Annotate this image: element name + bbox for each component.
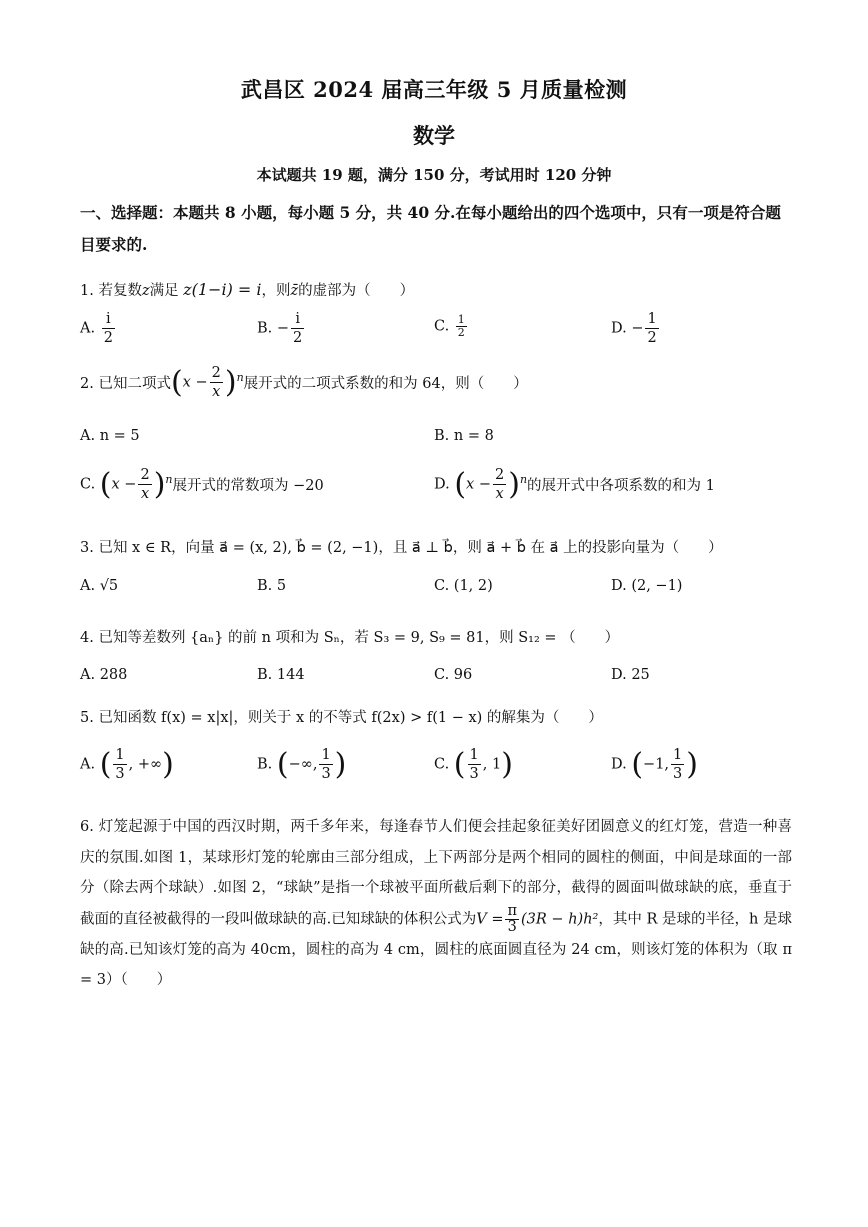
q1-zbar: z̄	[290, 283, 299, 299]
q1-c-fraction	[456, 314, 467, 339]
q1-b-den: 2	[293, 330, 303, 346]
question-6-stem	[80, 812, 792, 996]
q5-d-lparen: (	[631, 747, 644, 782]
q1-b-fraction	[291, 310, 304, 347]
exam-info: 本试题共 19 题，满分 150 分，考试用时 120 分钟	[256, 166, 612, 184]
question-2-stem: 2. 已知二项式(x − $\frac{2}{x}$ )$^n$展开式的二项式系数的和为 64，则（ ）	[80, 365, 528, 400]
q1-b-sign: −	[276, 320, 290, 337]
q5-b-pre: −∞,	[288, 756, 318, 773]
q1-c-den: 2	[457, 326, 465, 339]
question-1-stem	[80, 279, 414, 300]
q1-c-label: C.	[434, 318, 450, 335]
q1-option-a[interactable]	[80, 310, 117, 347]
q1-a-num: i	[102, 310, 115, 329]
q3-option-b[interactable]: B. 5	[257, 578, 287, 594]
q5-a-post: , +∞	[128, 756, 163, 773]
q5-a-lparen: (	[99, 747, 112, 782]
q2-expr-num: 2	[211, 365, 221, 381]
q2-c-num: 2	[140, 467, 150, 483]
q1-d-sign: −	[631, 320, 644, 337]
question-3-stem: 3. 已知 x ∈ R，向量 a⃗ = (x, 2), b⃗ = (2, −1)，且 a⃗ ⊥ b⃗，则 a⃗ + b⃗ 在 a⃗ 上的投影向量为（ ）	[80, 540, 723, 556]
q2-option-a[interactable]: A. n = 5	[80, 428, 140, 444]
q6-formula-v: V =	[476, 911, 504, 927]
q5-b-label: B.	[257, 756, 273, 773]
q1-d-label: D.	[611, 320, 627, 337]
q2-c-expr-x: x −	[111, 476, 137, 493]
q1-a-fraction	[102, 310, 115, 347]
q1-b-num: i	[291, 310, 304, 329]
section-heading: 一、选择题：本题共 8 小题，每小题 5 分，共 40 分.在每小题给出的四个选项中，只有一项是符合题目要求的.	[80, 203, 781, 254]
q6-text-part1: 6. 灯笼起源于中国的西汉时期，两千多年来，每逢春节人们便会挂起象征美好团圆意义的红灯笼，营造一种喜庆的氛围.如图 1，某球形灯笼的轮廓由三部分组成，上下两部分是两个相同的圆柱的侧面，中间是球面的一部分（除去两个球缺）.如图 2，“球缺”是指一个球被平面所截后剩下的部分，截得的圆面叫做球缺的底，垂直于截面的直径被截得的一段叫做球缺的高.已知球缺的体积公式为	[80, 819, 792, 927]
q5-option-c[interactable]	[434, 746, 513, 783]
subject-title: 数学	[413, 123, 455, 148]
q1-stem-c: ，则	[261, 283, 291, 299]
q5-c-fraction	[468, 746, 481, 783]
q2-c-den: x	[140, 486, 150, 502]
q2-d-fraction	[493, 466, 506, 503]
q1-a-label: A.	[80, 320, 96, 337]
q1-c-num: 1	[457, 313, 465, 326]
q1-d-den: 2	[647, 330, 657, 346]
q1-var-z: z	[141, 283, 150, 299]
q6-text-part2: ，其中 R 是球的半径，h 是球缺的高.已知该灯笼的高为 40cm，圆柱的高为 4 cm，圆柱的底面圆直径为 24 cm，则该灯笼的体积为（取 π = 3）（ ）	[80, 911, 792, 988]
q2-exp: n	[236, 370, 244, 384]
q2-option-d[interactable]: D. (x − $\frac{2}{x}$ )$^n$的展开式中各项系数的和为 1	[434, 467, 715, 502]
q2-stem-a: 2. 已知二项式	[80, 376, 171, 392]
q1-option-c[interactable]	[434, 314, 469, 339]
q4-option-b[interactable]: B. 144	[257, 667, 305, 683]
q2-d-expr-x: x −	[466, 476, 491, 493]
q2-d-den: x	[495, 486, 504, 502]
q5-option-a[interactable]	[80, 746, 174, 783]
q5-d-den: 3	[673, 766, 683, 782]
q4-option-d[interactable]: D. 25	[611, 667, 650, 683]
q3-option-a[interactable]: A. √5	[80, 578, 119, 594]
q1-condition: z(1−i) = i	[183, 280, 262, 299]
q5-b-den: 3	[321, 766, 331, 782]
q4-option-c[interactable]: C. 96	[434, 667, 473, 683]
q5-option-b[interactable]	[257, 746, 346, 783]
q5-c-den: 3	[469, 766, 479, 782]
q1-stem-d: 的虚部为（ ）	[298, 283, 415, 299]
q3-option-d[interactable]: D. (2, −1)	[611, 578, 683, 594]
q6-formula-num: π	[507, 902, 518, 919]
q5-a-label: A.	[80, 756, 96, 773]
q2-stem-b: 展开式的二项式系数的和为 64，则（ ）	[243, 376, 528, 392]
q1-a-den: 2	[103, 330, 113, 346]
q2-expr-den: x	[212, 384, 221, 400]
q1-option-d[interactable]	[611, 310, 661, 347]
q5-d-pre: −1,	[643, 756, 670, 773]
q5-a-rparen: )	[162, 747, 174, 782]
q2-expr-fraction	[210, 364, 223, 401]
q5-c-post: , 1	[482, 756, 502, 773]
q2-option-b[interactable]: B. n = 8	[434, 428, 494, 444]
q2-d-exp: n	[519, 472, 528, 486]
q2-option-c[interactable]: C. (x − $\frac{2}{x}$ )$^n$展开式的常数项为 −20	[80, 467, 324, 502]
q1-stem-a: 1. 若复数	[80, 283, 142, 299]
q1-d-fraction	[645, 310, 658, 347]
q2-c-label: C.	[80, 476, 96, 493]
q1-stem-b: 满足	[149, 283, 179, 299]
q5-b-num: 1	[321, 747, 331, 763]
q2-d-text: 的展开式中各项系数的和为 1	[527, 478, 715, 494]
q5-d-rparen: )	[686, 747, 698, 782]
q5-c-rparen: )	[501, 747, 513, 782]
question-5-stem: 5. 已知函数 f(x) = x|x|，则关于 x 的不等式 f(2x) > f(1 − x) 的解集为（ ）	[80, 710, 603, 726]
q2-expr-x: x −	[182, 374, 208, 391]
question-4-stem: 4. 已知等差数列 {aₙ} 的前 n 项和为 Sₙ，若 S₃ = 9, S₉ = 81，则 S₁₂ = （ ）	[80, 630, 620, 646]
q5-d-num: 1	[673, 747, 683, 763]
q5-b-rparen: )	[334, 747, 347, 782]
q5-b-fraction	[319, 746, 332, 783]
q5-c-num: 1	[469, 747, 479, 763]
q2-c-fraction	[138, 466, 151, 503]
q5-a-den: 3	[115, 766, 125, 782]
q1-d-num: 1	[647, 311, 657, 327]
q5-option-d[interactable]	[611, 746, 698, 783]
q5-d-label: D.	[611, 756, 627, 773]
q2-c-exp: n	[165, 472, 173, 486]
q5-b-lparen: (	[276, 747, 289, 782]
q5-d-fraction	[671, 746, 684, 783]
q5-a-num: 1	[115, 747, 125, 763]
q2-c-text: 展开式的常数项为 −20	[172, 478, 324, 494]
q6-formula-fraction	[505, 904, 519, 935]
q3-option-c[interactable]: C. (1, 2)	[434, 578, 493, 594]
q6-formula-rest: (3R − h)h²	[521, 911, 599, 927]
q5-c-lparen: (	[453, 747, 466, 782]
page-title: 武昌区 2024 届高三年级 5 月质量检测	[240, 77, 628, 102]
q6-formula-den: 3	[507, 918, 517, 935]
q5-c-label: C.	[434, 756, 450, 773]
q4-option-a[interactable]: A. 288	[80, 667, 128, 683]
q1-option-b[interactable]	[257, 310, 306, 347]
q5-a-fraction	[113, 746, 126, 783]
q1-b-label: B.	[257, 320, 273, 337]
q2-d-label: D.	[434, 476, 450, 493]
q2-d-num: 2	[494, 467, 505, 483]
